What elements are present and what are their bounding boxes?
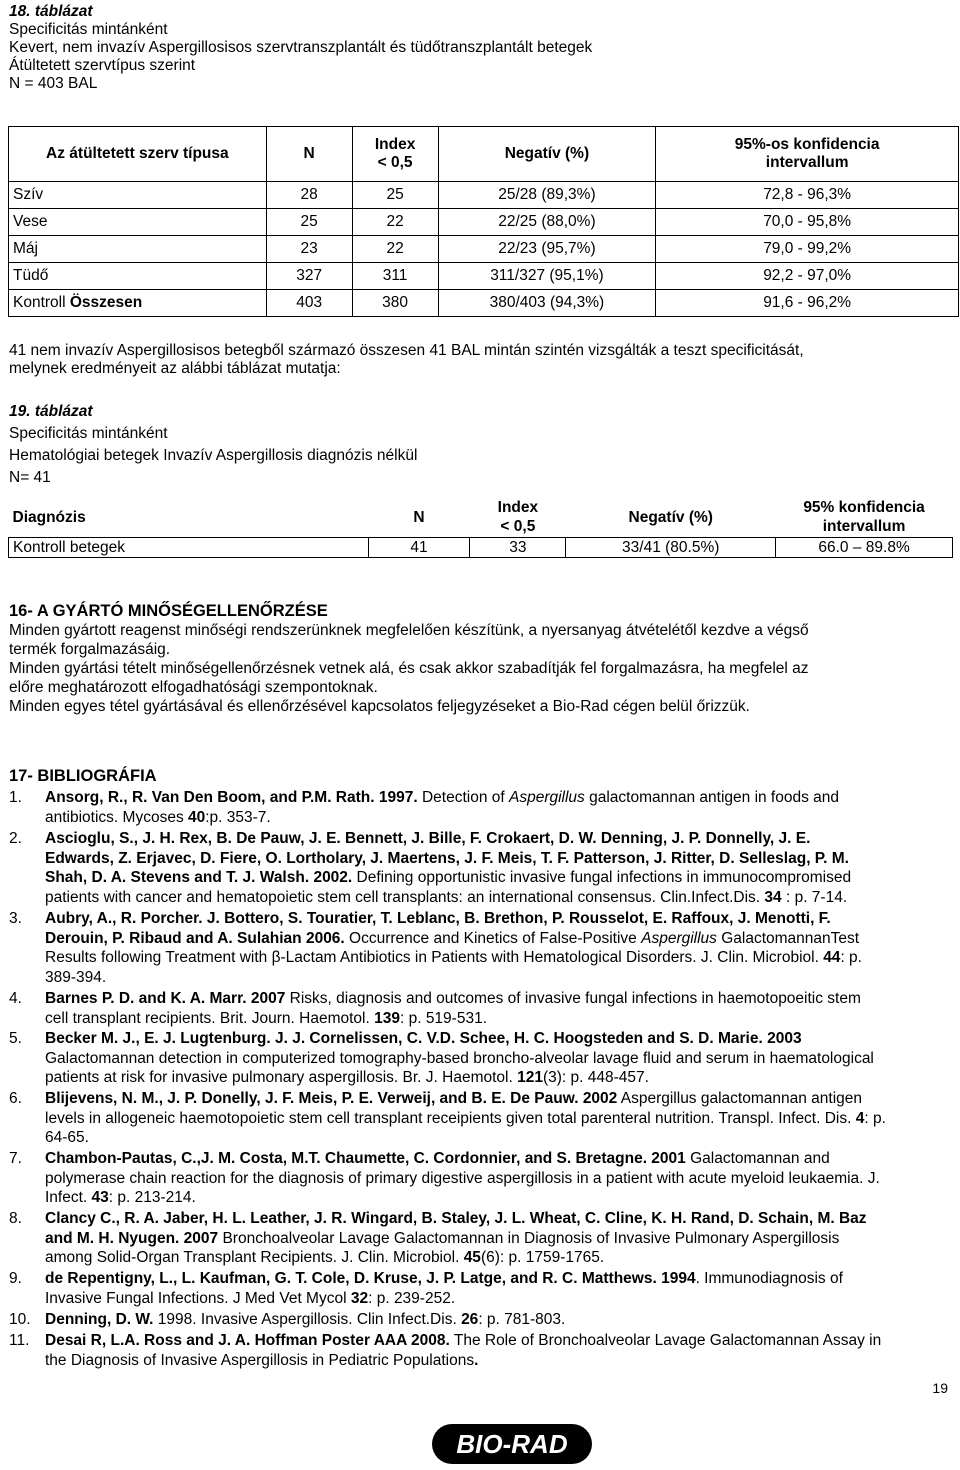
table18-header-organ: Az átültetett szerv típusa bbox=[9, 127, 267, 182]
table-cell-ci: 72,8 - 96,3% bbox=[656, 182, 959, 209]
bibliography-item bbox=[9, 788, 951, 827]
bibliography-item-line: 389-394. bbox=[45, 968, 107, 986]
table18-header-ci bbox=[656, 127, 959, 182]
bibliography-item-line: Becker M. J., E. J. Lugtenburg. J. J. Cornelissen, C. V.D. Schee, H. C. Hoogsteden and S. D. Marie. 2003 bbox=[45, 1030, 802, 1047]
bibliography-item bbox=[9, 1149, 951, 1208]
bibliography-item-line: Invasive Fungal Infections. J Med Vet Mycol 32: p. 239-252. bbox=[45, 1289, 456, 1307]
section16-p1-line2: termék forgalmazásáig. bbox=[9, 641, 171, 658]
section16-p3: Minden egyes tétel gyártásával és ellenőrzésével kapcsolatos feljegyzéseket a Bio-Rad cégen belül őrizzük. bbox=[9, 698, 750, 715]
bibliography-item-line: among Solid-Organ Transplant Recipients. J. Clin. Microbiol. 45(6): p. 1759-1765. bbox=[45, 1249, 605, 1266]
bibliography-item-text bbox=[45, 989, 951, 1028]
section17-heading-wrap bbox=[9, 766, 951, 786]
table-cell-index: 25 bbox=[352, 182, 438, 209]
bibliography-item bbox=[9, 909, 951, 987]
bibliography-item-line: Results following Treatment with β-Lactam Antibiotics in Patients with Hematological Disorders. J. Clin. Microbiol. 44: p. bbox=[45, 949, 862, 966]
bibliography-item-number: 9. bbox=[9, 1270, 22, 1287]
table18-caption bbox=[9, 3, 951, 93]
bibliography-item-line: Shah, D. A. Stevens and T. J. Walsh. 2002. Defining opportunistic invasive fungal infections in immunocompromised bbox=[45, 869, 852, 886]
bibliography-item-number: 1. bbox=[9, 789, 22, 806]
table-cell-negative: 22/23 (95,7%) bbox=[438, 236, 656, 263]
bibliography-item bbox=[9, 1331, 951, 1370]
table-row bbox=[9, 209, 959, 236]
bibliography-item-number: 6. bbox=[9, 1090, 22, 1107]
intro-paragraph bbox=[9, 342, 951, 378]
table-cell-n: 327 bbox=[266, 263, 352, 290]
table-cell-organ: Vese bbox=[9, 209, 267, 236]
section16-p1-line1: Minden gyártott reagenst minőségi rendszerünknek megfelelően készítünk, a nyersanyag átvételétől kezdve a végső bbox=[9, 622, 809, 639]
table19-header-row bbox=[9, 497, 953, 538]
table-cell-organ: Máj bbox=[9, 236, 267, 263]
table19-header-index-line1: Index bbox=[497, 499, 539, 516]
bibliography-item-line: the Diagnosis of Invasive Aspergillosis in Pediatric Populations. bbox=[45, 1351, 479, 1369]
table-row bbox=[9, 290, 959, 317]
bibliography-item bbox=[9, 1089, 951, 1148]
table-cell-negative: 22/25 (88,0%) bbox=[438, 209, 656, 236]
bibliography-item-text bbox=[45, 1089, 951, 1148]
table19-header-index bbox=[470, 497, 566, 538]
bibliography-item bbox=[9, 989, 951, 1028]
section16-p2-line2: előre meghatározott elfogadhatósági szempontoknak. bbox=[9, 679, 378, 696]
table-cell-organ: Szív bbox=[9, 182, 267, 209]
bibliography-item-text bbox=[45, 1269, 951, 1308]
bibliography-item-number: 7. bbox=[9, 1150, 22, 1167]
table18-header-ci-line2: intervallum bbox=[765, 154, 849, 171]
bibliography-item-line: de Repentigny, L., L. Kaufman, G. T. Cole, D. Kruse, J. P. Latge, and R. C. Matthews. 1994. Immunodiagnosis of bbox=[45, 1270, 843, 1287]
bibliography-item-text bbox=[45, 1209, 951, 1268]
bibliography-item-line: and M. H. Nyugen. 2007 Bronchoalveolar Lavage Galactomannan in Diagnosis of Invasive Pulmonary Aspergillosis bbox=[45, 1229, 840, 1247]
table19-subtitle-1: Specificitás mintánként bbox=[9, 425, 168, 442]
bibliography-item-line: patients at risk for invasive pulmonary aspergillosis. Br. J. Haemotol. 121(3): p. 448-457. bbox=[45, 1069, 649, 1086]
table-cell-negative: 380/403 (94,3%) bbox=[438, 290, 656, 317]
table-cell-ci: 92,2 - 97,0% bbox=[656, 263, 959, 290]
bibliography-item-number: 2. bbox=[9, 830, 22, 847]
table19-header-ci-line1: 95% konfidencia bbox=[803, 499, 925, 516]
bibliography-item-line: Ascioglu, S., J. H. Rex, B. De Pauw, J. E. Bennett, J. Bille, F. Crokaert, D. W. Denning, J. P. Donnelly, J. E. bbox=[45, 830, 811, 847]
table-cell-ci: 66.0 – 89.8% bbox=[776, 538, 953, 558]
bibliography-item bbox=[9, 1269, 951, 1308]
bio-rad-logo bbox=[432, 1424, 592, 1464]
page-number: 19 bbox=[932, 1380, 948, 1396]
section16 bbox=[9, 601, 951, 716]
bibliography-item-line: Aubry, A., R. Porcher. J. Bottero, S. Touratier, T. Leblanc, B. Brethon, P. Rousselot, E. Raffoux, J. Menotti, F. bbox=[45, 910, 831, 927]
table-cell-n: 41 bbox=[368, 538, 470, 558]
table18-subtitle-1: Specificitás mintánként bbox=[9, 21, 168, 38]
bibliography-item bbox=[9, 829, 951, 907]
table-cell-organ: Kontroll Összesen bbox=[9, 290, 267, 317]
table-cell-ci: 79,0 - 99,2% bbox=[656, 236, 959, 263]
table-cell-n: 25 bbox=[266, 209, 352, 236]
bibliography-item bbox=[9, 1310, 951, 1330]
table-cell-n: 403 bbox=[266, 290, 352, 317]
table-cell-index: 22 bbox=[352, 209, 438, 236]
bibliography-item-line: Denning, D. W. 1998. Invasive Aspergillosis. Clin Infect.Dis. 26: p. 781-803. bbox=[45, 1311, 566, 1328]
bibliography-item-line: Ansorg, R., R. Van Den Boom, and P.M. Rath. 1997. Detection of Aspergillus galactomannan antigen in foods and bbox=[45, 789, 840, 806]
bibliography-item-text bbox=[45, 1331, 951, 1370]
bibliography-item-line: polymerase chain reaction for the diagnosis of primary digestive aspergillosis in a patient with acute myeloid leukaemia. J. bbox=[45, 1169, 880, 1187]
table19-header-n: N bbox=[413, 508, 425, 526]
table19-header-index-line2: < 0,5 bbox=[500, 518, 536, 535]
table18-subtitle-3: Átültetett szervtípus szerint bbox=[9, 57, 196, 74]
bibliography-item-line: cell transplant recipients. Brit. Journ. Haemotol. 139: p. 519-531. bbox=[45, 1009, 488, 1027]
table19-header-diagnosis: Diagnózis bbox=[12, 508, 86, 526]
bibliography-item-text bbox=[45, 1310, 951, 1330]
bibliography-item-line: Clancy C., R. A. Jaber, H. L. Leather, J. R. Wingard, B. Staley, J. L. Wheat, C. Cline, K. H. Rand, D. Schain, M. Baz bbox=[45, 1210, 867, 1227]
section16-p2-line1: Minden gyártási tételt minőségellenőrzésnek vetnek alá, és csak akkor szabadítják fel forgalmazásra, ha megfelel az bbox=[9, 660, 809, 677]
table18-header-index-line1: Index bbox=[374, 136, 416, 153]
table-cell-index: 33 bbox=[470, 538, 566, 558]
table-row bbox=[9, 182, 959, 209]
table18-header-index bbox=[352, 127, 438, 182]
table-cell-negative: 33/41 (80.5%) bbox=[566, 538, 776, 558]
bibliography-item bbox=[9, 1209, 951, 1268]
section16-heading: 16- A GYÁRTÓ MINŐSÉGELLENŐRZÉSE bbox=[9, 602, 328, 620]
table-cell-n: 28 bbox=[266, 182, 352, 209]
bio-rad-logo-text: BIO-RAD bbox=[456, 1429, 568, 1459]
bibliography-item-line: Infect. 43: p. 213-214. bbox=[45, 1189, 196, 1206]
bibliography-item-line: Derouin, P. Ribaud and A. Sulahian 2006. Occurrence and Kinetics of False-Positive Aspergillus GalactomannanTest bbox=[45, 929, 860, 947]
table-cell-index: 380 bbox=[352, 290, 438, 317]
table-row bbox=[9, 538, 953, 558]
table-cell-index: 311 bbox=[352, 263, 438, 290]
bibliography-item-line: antibiotics. Mycoses 40:p. 353-7. bbox=[45, 808, 271, 826]
bibliography-item bbox=[9, 1029, 951, 1088]
table-cell-ci: 91,6 - 96,2% bbox=[656, 290, 959, 317]
table19-subtitle-3: N= 41 bbox=[9, 469, 51, 486]
bibliography-item-number: 5. bbox=[9, 1030, 22, 1047]
table18-header-n: N bbox=[266, 127, 352, 182]
table-row bbox=[9, 263, 959, 290]
bibliography-item-number: 8. bbox=[9, 1210, 22, 1227]
table19-subtitle-2: Hematológiai betegek Invazív Aspergillosis diagnózis nélkül bbox=[9, 447, 418, 464]
table-cell-diagnosis: Kontroll betegek bbox=[9, 538, 369, 558]
bibliography-item-text bbox=[45, 788, 951, 827]
bibliography-item-line: Blijevens, N. M., J. P. Donelly, J. F. Meis, P. E. Verweij, and B. E. De Pauw. 2002 Aspergillus galactomannan antigen bbox=[45, 1090, 863, 1107]
table18-subtitle-4: N = 403 BAL bbox=[9, 75, 98, 92]
bibliography-item-text bbox=[45, 1149, 951, 1208]
bibliography-item-line: 64-65. bbox=[45, 1129, 89, 1146]
bibliography-item-text bbox=[45, 909, 951, 987]
table19-title: 19. táblázat bbox=[9, 403, 93, 420]
table19-caption bbox=[9, 401, 951, 489]
bibliography-item-number: 4. bbox=[9, 990, 22, 1007]
table-cell-index: 22 bbox=[352, 236, 438, 263]
table18-header-row bbox=[9, 127, 959, 182]
bibliography-item-text bbox=[45, 829, 951, 907]
table19-header-ci bbox=[776, 497, 953, 538]
table18-title: 18. táblázat bbox=[9, 3, 93, 20]
table-row bbox=[9, 236, 959, 263]
table18-header-negative: Negatív (%) bbox=[438, 127, 656, 182]
table19-header-negative: Negatív (%) bbox=[628, 508, 713, 526]
bibliography-item-number: 11. bbox=[9, 1332, 30, 1349]
bibliography-item-line: Barnes P. D. and K. A. Marr. 2007 Risks, diagnosis and outcomes of invasive fungal infections in haemotopoeitic stem bbox=[45, 990, 861, 1007]
bibliography-item-line: Chambon-Pautas, C.,J. M. Costa, M.T. Chaumette, C. Cordonnier, and S. Bretagne. 2001 Galactomannan and bbox=[45, 1150, 830, 1167]
bibliography-item-number: 3. bbox=[9, 910, 22, 927]
bibliography-item-line: levels in allogeneic haemotopoietic stem cell transplant receipients given total parenteral nutrition. Transpl. Infect. Dis. 4: p. bbox=[45, 1109, 886, 1127]
bibliography-item-line: patients with cancer and hematopoietic stem cell transplants: an international consensus. Clin.Infect.Dis. 34 : p. 7-14. bbox=[45, 888, 848, 906]
table-cell-n: 23 bbox=[266, 236, 352, 263]
intro-paragraph-line2: melynek eredményeit az alábbi táblázat mutatja: bbox=[9, 360, 341, 377]
table-cell-negative: 311/327 (95,1%) bbox=[438, 263, 656, 290]
table18-subtitle-2: Kevert, nem invazív Aspergillosisos szervtranszplantált és tüdőtranszplantált betegek bbox=[9, 39, 593, 56]
table-cell-ci: 70,0 - 95,8% bbox=[656, 209, 959, 236]
bibliography-item-line: Galactomannan detection in computerized tomography-based broncho-alveolar lavage fluid and serum in haematological bbox=[45, 1049, 874, 1067]
section17-heading: 17- BIBLIOGRÁFIA bbox=[9, 767, 157, 785]
table18 bbox=[8, 126, 959, 317]
bibliography-item-line: Edwards, Z. Erjavec, D. Fiere, O. Lortholary, J. Maertens, J. F. Meis, T. F. Patterson, J. Ritter, D. Selleslag, P. M. bbox=[45, 849, 849, 867]
table19 bbox=[8, 497, 953, 558]
table18-header-index-line2: < 0,5 bbox=[377, 154, 413, 171]
intro-paragraph-line1: 41 nem invazív Aspergillosisos betegből származó összesen 41 BAL mintán szintén vizsgálták a teszt specificitását, bbox=[9, 342, 804, 359]
bibliography-item-text bbox=[45, 1029, 951, 1088]
table-cell-negative: 25/28 (89,3%) bbox=[438, 182, 656, 209]
bibliography-item-number: 10. bbox=[9, 1311, 31, 1328]
table18-header-ci-line1: 95%-os konfidencia bbox=[734, 136, 880, 153]
table19-header-ci-line2: intervallum bbox=[822, 518, 906, 535]
bibliography-item-line: Desai R, L.A. Ross and J. A. Hoffman Poster AAA 2008. The Role of Bronchoalveolar Lavage Galactomannan Assay in bbox=[45, 1332, 882, 1349]
table-cell-organ: Tüdő bbox=[9, 263, 267, 290]
